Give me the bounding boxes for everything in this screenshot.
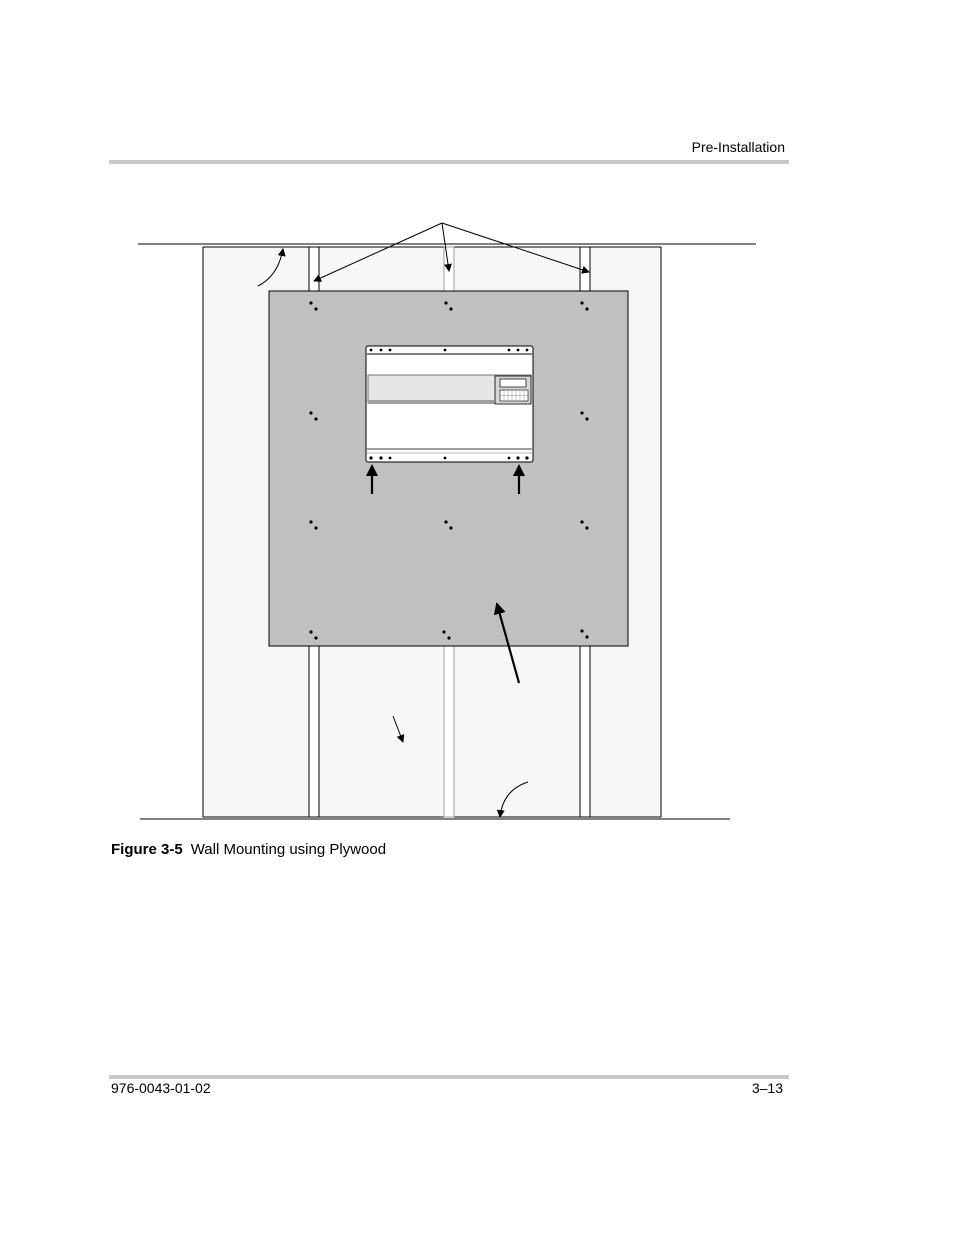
plywood-panel	[269, 291, 628, 646]
figure-caption	[111, 841, 386, 858]
section-title: Pre-Installation	[691, 139, 785, 155]
figure-caption-text: Wall Mounting using Plywood	[190, 841, 387, 858]
figure-number: Figure 3-5	[111, 841, 183, 858]
footer-rule	[109, 1075, 789, 1079]
page-number: 3–13	[751, 1080, 783, 1096]
inverter-unit	[366, 346, 533, 462]
document-number: 976-0043-01-02	[111, 1080, 211, 1096]
